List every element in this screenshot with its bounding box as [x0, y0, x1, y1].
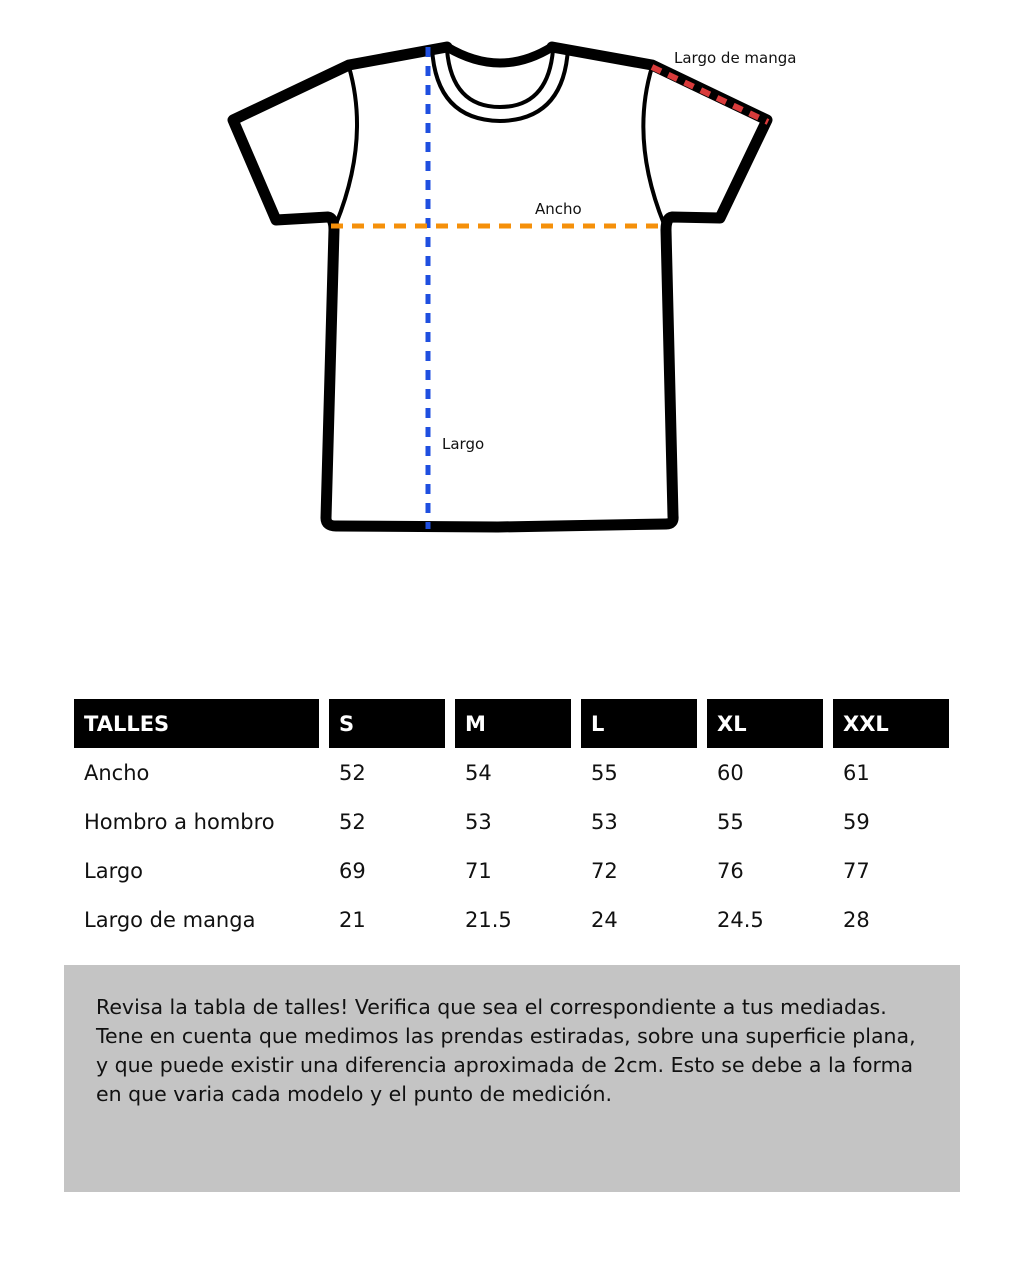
table-cell: 69 — [339, 858, 366, 883]
table-cell: 76 — [717, 858, 744, 883]
table-cell: 53 — [465, 809, 492, 834]
table-row — [74, 895, 950, 944]
sizing-note-line-2: Tene en cuenta que medimos las prendas estiradas, sobre una superficie plana, y que puede existir una diferencia aproximada de 2cm. Esto se debe a la forma en que varia cada modelo y el punto de medición. — [96, 1024, 916, 1106]
table-cell: 28 — [843, 907, 870, 932]
table-row — [74, 748, 950, 797]
header-cell-l: L — [581, 699, 697, 748]
sleeve-length-label: Largo de manga — [674, 49, 797, 67]
tshirt-diagram — [0, 0, 1024, 600]
length-label: Largo — [442, 435, 485, 453]
row-label-ancho: Ancho — [84, 760, 150, 785]
tshirt-collar — [447, 47, 552, 63]
table-row — [74, 846, 950, 895]
sizing-note-line-1: Revisa la tabla de talles! Verifica que sea el correspondiente a tus mediadas. — [96, 995, 887, 1019]
row-label-hombro-a-hombro: Hombro a hombro — [84, 809, 275, 834]
tshirt-left-sleeve-seam — [336, 67, 357, 224]
table-cell: 71 — [465, 858, 492, 883]
table-cell: 77 — [843, 858, 870, 883]
header-cell-s: S — [329, 699, 445, 748]
table-cell: 53 — [591, 809, 618, 834]
row-label-largo-de-manga: Largo de manga — [84, 907, 256, 932]
table-cell: 60 — [717, 760, 744, 785]
header-cell-xxl: XXL — [833, 699, 949, 748]
tshirt-right-sleeve-seam — [643, 67, 664, 224]
width-label: Ancho — [535, 200, 582, 218]
table-cell: 52 — [339, 760, 366, 785]
table-cell: 21.5 — [465, 907, 512, 932]
table-cell: 54 — [465, 760, 492, 785]
size-table — [74, 699, 950, 944]
tshirt-outline — [233, 47, 767, 527]
table-cell: 55 — [717, 809, 744, 834]
table-cell: 59 — [843, 809, 870, 834]
table-row — [74, 797, 950, 846]
header-cell-m: M — [455, 699, 571, 748]
table-cell: 24.5 — [717, 907, 764, 932]
table-cell: 61 — [843, 760, 870, 785]
row-label-largo: Largo — [84, 858, 144, 883]
table-cell: 72 — [591, 858, 618, 883]
table-cell: 52 — [339, 809, 366, 834]
size-table-header-row — [74, 699, 950, 748]
table-cell: 55 — [591, 760, 618, 785]
header-cell-xl: XL — [707, 699, 823, 748]
table-cell: 24 — [591, 907, 618, 932]
header-cell-talles: TALLES — [74, 699, 319, 748]
sizing-note — [64, 965, 960, 1192]
table-cell: 21 — [339, 907, 366, 932]
